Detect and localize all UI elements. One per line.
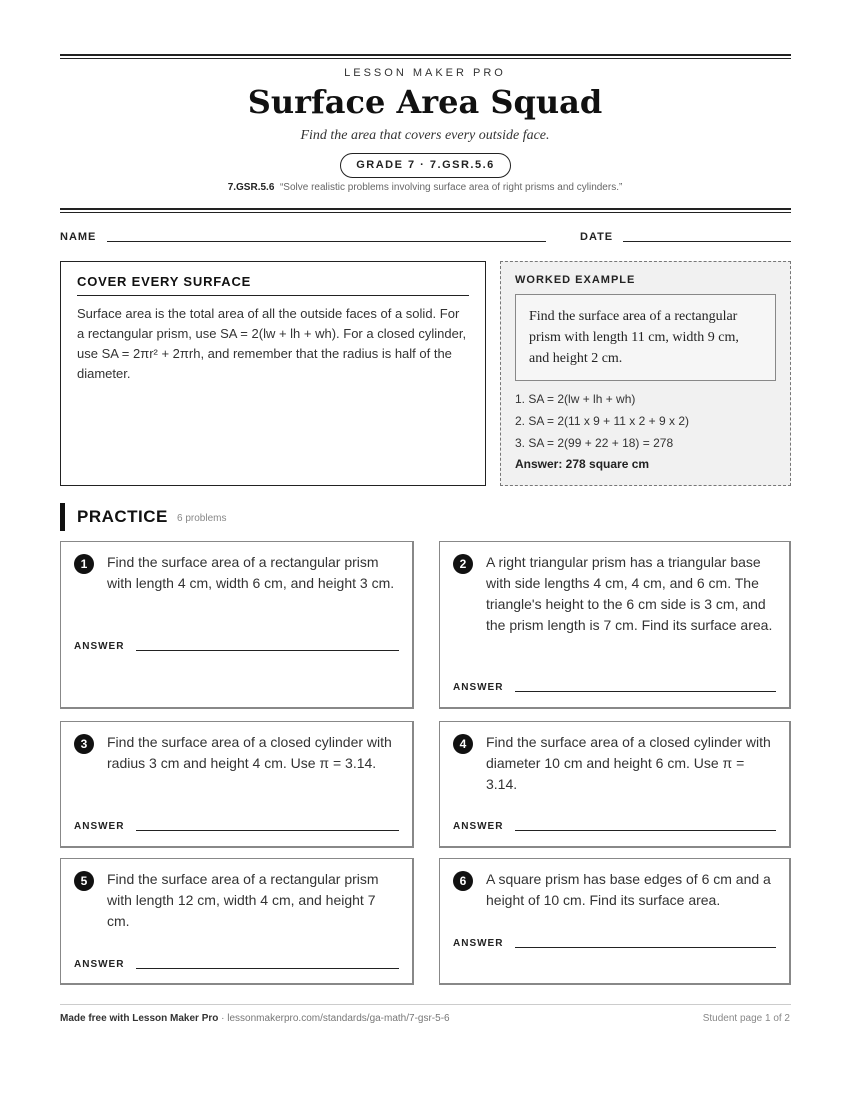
answer-row xyxy=(74,821,399,832)
problem-text: A square prism has base edges of 6 cm and a height of 10 cm. Find its surface area. xyxy=(486,871,771,908)
worked-example-steps xyxy=(515,388,776,454)
problem-card-4 xyxy=(439,721,791,848)
answer-field[interactable] xyxy=(136,650,399,651)
answer-field[interactable] xyxy=(515,830,776,831)
problem-number-badge: 3 xyxy=(74,734,94,754)
date-label: DATE xyxy=(580,231,614,243)
footer-made-with: Made free with Lesson Maker Pro xyxy=(60,1013,219,1024)
answer-row xyxy=(453,821,776,832)
answer-field[interactable] xyxy=(136,968,399,969)
page-title: Surface Area Squad xyxy=(247,83,603,121)
date-field[interactable] xyxy=(623,241,791,242)
answer-field[interactable] xyxy=(515,691,776,692)
answer-row xyxy=(74,959,399,970)
problem-number-badge: 2 xyxy=(453,554,473,574)
worked-example-step: 2. SA = 2(11 x 9 + 11 x 2 + 9 x 2) xyxy=(515,414,689,428)
footer-url[interactable]: · lessonmakerpro.com/standards/ga-math/7-gsr-5-6 xyxy=(218,1013,450,1024)
footer-rule xyxy=(60,1004,791,1005)
top-rule xyxy=(60,54,791,56)
problem-number-badge: 6 xyxy=(453,871,473,891)
answer-label: ANSWER xyxy=(453,821,504,832)
answer-row xyxy=(453,682,776,693)
page-subtitle: Find the area that covers every outside face. xyxy=(300,128,550,143)
concept-title: COVER EVERY SURFACE xyxy=(77,274,469,296)
worked-example-title: WORKED EXAMPLE xyxy=(515,274,636,286)
problem-number-badge: 1 xyxy=(74,554,94,574)
practice-accent-bar xyxy=(60,503,65,531)
answer-label: ANSWER xyxy=(74,821,125,832)
problem-card-1 xyxy=(60,541,414,709)
footer-page-number: Student page 1 of 2 xyxy=(702,1013,790,1024)
problem-text: A right triangular prism has a triangular base with side lengths 4 cm, 4 cm, and 6 cm. The triangle's height to the 6 cm side is 3 cm, and the prism length is 7 cm. Find its surface area. xyxy=(486,554,773,633)
problem-text: Find the surface area of a rectangular prism with length 12 cm, width 4 cm, and height 7 cm. xyxy=(107,871,379,929)
practice-heading: PRACTICE xyxy=(77,507,168,526)
worked-example-step: 1. SA = 2(lw + lh + wh) xyxy=(515,392,636,406)
standard-text: “Solve realistic problems involving surface area of right prisms and cylinders.” xyxy=(279,182,623,193)
problem-text: Find the surface area of a closed cylinder with radius 3 cm and height 4 cm. Use π = 3.14. xyxy=(107,734,392,771)
standard-statement xyxy=(0,182,850,193)
problem-card-2 xyxy=(439,541,791,709)
header-bottom-rule xyxy=(60,208,791,210)
brand-name: LESSON MAKER PRO xyxy=(344,67,506,79)
answer-field[interactable] xyxy=(136,830,399,831)
standard-code: 7.GSR.5.6 xyxy=(227,182,275,193)
concept-box xyxy=(60,261,486,486)
answer-label: ANSWER xyxy=(453,682,504,693)
answer-label: ANSWER xyxy=(74,959,125,970)
problem-card-3 xyxy=(60,721,414,848)
answer-row xyxy=(74,641,399,652)
worked-example-answer: Answer: 278 square cm xyxy=(515,457,650,471)
footer-credit xyxy=(60,1013,450,1024)
problem-number-badge: 4 xyxy=(453,734,473,754)
name-field[interactable] xyxy=(107,241,546,242)
worked-example-problem: Find the surface area of a rectangular prism with length 11 cm, width 9 cm, and height 2 cm. xyxy=(515,294,776,381)
problem-text: Find the surface area of a closed cylinder with diameter 10 cm and height 6 cm. Use π = 3.14. xyxy=(486,734,771,792)
problem-card-5 xyxy=(60,858,414,985)
problem-number-badge: 5 xyxy=(74,871,94,891)
answer-label: ANSWER xyxy=(74,641,125,652)
practice-count: 6 problems xyxy=(177,513,227,524)
worked-example-box xyxy=(500,261,791,486)
grade-badge: GRADE 7 · 7.GSR.5.6 xyxy=(340,153,511,178)
problem-text: Find the surface area of a rectangular prism with length 4 cm, width 6 cm, and height 3 cm. xyxy=(107,554,395,591)
problem-card-6 xyxy=(439,858,791,985)
answer-row xyxy=(453,938,776,949)
name-label: NAME xyxy=(60,231,97,243)
worked-example-step: 3. SA = 2(99 + 22 + 18) = 278 xyxy=(515,436,674,450)
concept-text: Surface area is the total area of all the outside faces of a solid. For a rectangular prism, use SA = 2(lw + lh + wh). For a closed cylinder, use SA = 2πr² + 2πrh, and remember that the radius is half of the diameter. xyxy=(77,306,467,381)
answer-label: ANSWER xyxy=(453,938,504,949)
answer-field[interactable] xyxy=(515,947,776,948)
